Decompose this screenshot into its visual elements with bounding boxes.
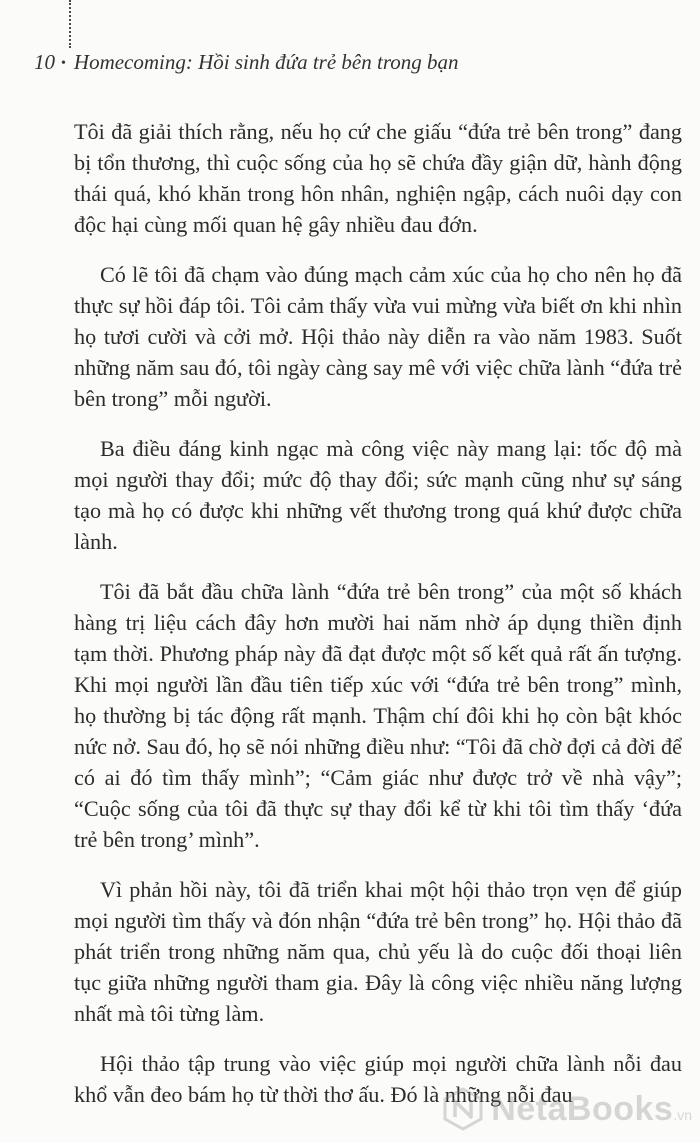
bullet-icon: •: [61, 56, 66, 71]
paragraph: Hội thảo tập trung vào việc giúp mọi người chữa lành nỗi đau khổ vẫn đeo bám họ từ thời thơ ấu. Đó là những nỗi đau: [74, 1051, 682, 1107]
page-number: 10: [34, 50, 55, 74]
paragraph: Ba điều đáng kinh ngạc mà công việc này mang lại: tốc độ mà mọi người thay đổi; mức độ thay đổi; sức mạnh cũng như sự sáng tạo mà họ có được khi những vết thương trong quá khứ được chữa lành.: [74, 436, 682, 554]
running-header: [34, 50, 458, 75]
header-dotted-rule: [69, 0, 71, 48]
paragraph: Tôi đã giải thích rằng, nếu họ cứ che giấu “đứa trẻ bên trong” đang bị tổn thương, thì cuộc sống của họ sẽ chứa đầy giận dữ, hành động thái quá, khó khăn trong hôn nhân, nghiện ngập, cách nuôi dạy con độc hại cùng mối quan hệ gây nhiều đau đớn.: [74, 119, 682, 237]
watermark: [441, 1087, 692, 1131]
watermark-brand: NetaBooks: [491, 1089, 674, 1128]
book-title: Homecoming: Hồi sinh đứa trẻ bên trong bạn: [73, 50, 459, 74]
page-body: [74, 116, 682, 1129]
paragraph: Vì phản hồi này, tôi đã triển khai một hội thảo trọn vẹn để giúp mọi người tìm thấy và đón nhận “đứa trẻ bên trong” họ. Hội thảo đã phát triển trong những năm qua, chủ yếu là do cuộc đối thoại liên tục giữa những người tham gia. Đây là công việc nhiều năng lượng nhất mà tôi từng làm.: [74, 877, 682, 1026]
paragraph: Tôi đã bắt đầu chữa lành “đứa trẻ bên trong” của một số khách hàng trị liệu cách đây hơn mười hai năm nhờ áp dụng thiền định tạm thời. Phương pháp này đã đạt được một số kết quả rất ấn tượng. Khi mọi người lần đầu tiên tiếp xúc với “đứa trẻ bên trong” mình, họ thường bị tác động rất mạnh. Thậm chí đôi khi họ còn bật khóc nức nở. Sau đó, họ sẽ nói những điều như: “Tôi đã chờ đợi cả đời để có ai đó tìm thấy mình”; “Cảm giác như được trở về nhà vậy”; “Cuộc sống của tôi đã thực sự thay đổi kể từ khi tôi tìm thấy ‘đứa trẻ bên trong’ mình”.: [74, 579, 683, 852]
watermark-suffix: .vn: [673, 1107, 692, 1123]
paragraph: Có lẽ tôi đã chạm vào đúng mạch cảm xúc của họ cho nên họ đã thực sự hồi đáp tôi. Tôi cảm thấy vừa vui mừng vừa biết ơn khi nhìn họ tươi cười và cởi mở. Hội thảo này diễn ra vào năm 1983. Suốt những năm sau đó, tôi ngày càng say mê với việc chữa lành “đứa trẻ bên trong” mỗi người.: [74, 262, 682, 411]
netabooks-logo-icon: [441, 1087, 485, 1131]
